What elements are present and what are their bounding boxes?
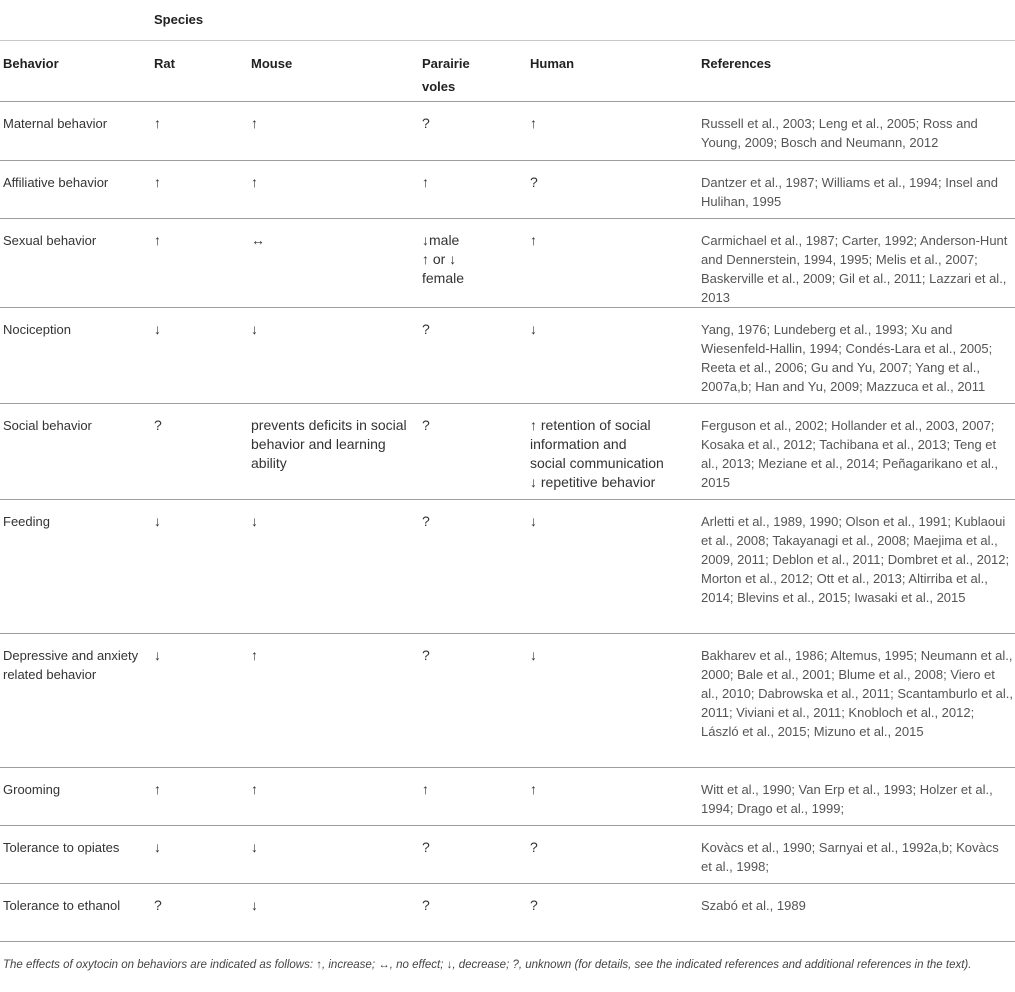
references-cell: Ferguson et al., 2002; Hollander et al., 2003, 2007; Kosaka et al., 2012; Tachibana et al., 2013; Teng et al., 2013; Meziane et al., 2014; Peñagarikano et al., 2015	[698, 403, 1015, 499]
rat-cell: ↑	[151, 101, 248, 160]
human-cell: ↓	[527, 307, 698, 403]
table-footnote: The effects of oxytocin on behaviors are indicated as follows: ↑, increase; ↔, no effect; ↓, decrease; ?, unknown (for details, see the indicated references and additional references in the text).	[3, 959, 972, 971]
species-header: Species	[151, 0, 1015, 40]
table-row	[0, 403, 1015, 499]
voles-cell: ↑	[419, 160, 527, 218]
voles-cell: ?	[419, 499, 527, 633]
references-cell: Witt et al., 1990; Van Erp et al., 1993; Holzer et al., 1994; Drago et al., 1999;	[698, 767, 1015, 825]
references-cell: Kovàcs et al., 1990; Sarnyai et al., 1992a,b; Kovàcs et al., 1998;	[698, 825, 1015, 883]
behavior-cell: Social behavior	[0, 403, 151, 499]
table-row	[0, 499, 1015, 633]
voles-cell: ?	[419, 101, 527, 160]
rat-cell: ↓	[151, 825, 248, 883]
human-cell: ↓	[527, 499, 698, 633]
human-cell: ↑ retention of social information and social communication ↓ repetitive behavior	[527, 403, 698, 499]
references-cell: Yang, 1976; Lundeberg et al., 1993; Xu and Wiesenfeld-Hallin, 1994; Condés-Lara et al., 2005; Reeta et al., 2006; Gu and Yu, 2007; Yang et al., 2007a,b; Han and Yu, 2009; Mazzuca et al., 2011	[698, 307, 1015, 403]
behavior-cell: Tolerance to ethanol	[0, 883, 151, 941]
voles-cell: ?	[419, 883, 527, 941]
voles-cell: ?	[419, 307, 527, 403]
behavior-cell: Tolerance to opiates	[0, 825, 151, 883]
table-row	[0, 767, 1015, 825]
human-cell: ↑	[527, 767, 698, 825]
rat-cell: ↑	[151, 160, 248, 218]
table-row	[0, 307, 1015, 403]
mouse-cell: ↔	[248, 218, 419, 307]
mouse-cell: ↓	[248, 307, 419, 403]
mouse-cell: ↑	[248, 633, 419, 767]
rat-cell: ?	[151, 883, 248, 941]
column-header-human: Human	[527, 40, 698, 101]
references-cell: Russell et al., 2003; Leng et al., 2005; Ross and Young, 2009; Bosch and Neumann, 2012	[698, 101, 1015, 160]
column-header-references: References	[698, 40, 1015, 101]
rat-cell: ↓	[151, 307, 248, 403]
voles-cell: ?	[419, 633, 527, 767]
mouse-cell: ↓	[248, 883, 419, 941]
table-row	[0, 825, 1015, 883]
human-cell: ↓	[527, 633, 698, 767]
rat-cell: ↓	[151, 499, 248, 633]
table-row	[0, 633, 1015, 767]
rat-cell: ↑	[151, 218, 248, 307]
behavior-cell: Feeding	[0, 499, 151, 633]
column-header-voles: Parairie voles	[419, 40, 527, 101]
mouse-cell: ↑	[248, 767, 419, 825]
references-cell: Szabó et al., 1989	[698, 883, 1015, 941]
behavior-cell: Maternal behavior	[0, 101, 151, 160]
behavior-cell: Grooming	[0, 767, 151, 825]
rat-cell: ↓	[151, 633, 248, 767]
behavior-cell: Affiliative behavior	[0, 160, 151, 218]
references-cell: Bakharev et al., 1986; Altemus, 1995; Neumann et al., 2000; Bale et al., 2001; Blume et al., 2008; Viero et al., 2010; Dabrowska et al., 2011; Scantamburlo et al., 2011; Viviani et al., 2011; Knobloch et al., 2012; László et al., 2015; Mizuno et al., 2015	[698, 633, 1015, 767]
human-cell: ?	[527, 883, 698, 941]
references-cell: Dantzer et al., 1987; Williams et al., 1994; Insel and Hulihan, 1995	[698, 160, 1015, 218]
rat-cell: ↑	[151, 767, 248, 825]
table-body	[0, 101, 1015, 941]
column-header-mouse: Mouse	[248, 40, 419, 101]
voles-cell: ?	[419, 825, 527, 883]
table-row	[0, 883, 1015, 941]
column-header-rat: Rat	[151, 40, 248, 101]
table-row	[0, 218, 1015, 307]
voles-cell: ?	[419, 403, 527, 499]
behavior-cell: Depressive and anxiety related behavior	[0, 633, 151, 767]
references-cell: Carmichael et al., 1987; Carter, 1992; Anderson-Hunt and Dennerstein, 1994, 1995; Melis et al., 2007; Baskerville et al., 2009; Gil et al., 2011; Lazzari et al., 2013	[698, 218, 1015, 307]
table-row	[0, 101, 1015, 160]
mouse-cell: ↑	[248, 160, 419, 218]
human-cell: ↑	[527, 101, 698, 160]
behavior-cell: Sexual behavior	[0, 218, 151, 307]
empty-header-cell	[0, 0, 151, 40]
mouse-cell: ↓	[248, 825, 419, 883]
mouse-cell: ↓	[248, 499, 419, 633]
human-cell: ?	[527, 160, 698, 218]
human-cell: ?	[527, 825, 698, 883]
table-row	[0, 160, 1015, 218]
column-header-row	[0, 40, 1015, 101]
mouse-cell: prevents deficits in social behavior and learning ability	[248, 403, 419, 499]
human-cell: ↑	[527, 218, 698, 307]
mouse-cell: ↑	[248, 101, 419, 160]
voles-cell: ↑	[419, 767, 527, 825]
rat-cell: ?	[151, 403, 248, 499]
voles-cell: ↓male ↑ or ↓ female	[419, 218, 527, 307]
behavior-cell: Nociception	[0, 307, 151, 403]
references-cell: Arletti et al., 1989, 1990; Olson et al., 1991; Kublaoui et al., 2008; Takayanagi et al., 2008; Maejima et al., 2009, 2011; Deblon et al., 2011; Dombret et al., 2012; Morton et al., 2012; Ott et al., 2013; Altirriba et al., 2014; Blevins et al., 2015; Iwasaki et al., 2015	[698, 499, 1015, 633]
species-header-row	[0, 0, 1015, 40]
column-header-behavior: Behavior	[0, 40, 151, 101]
